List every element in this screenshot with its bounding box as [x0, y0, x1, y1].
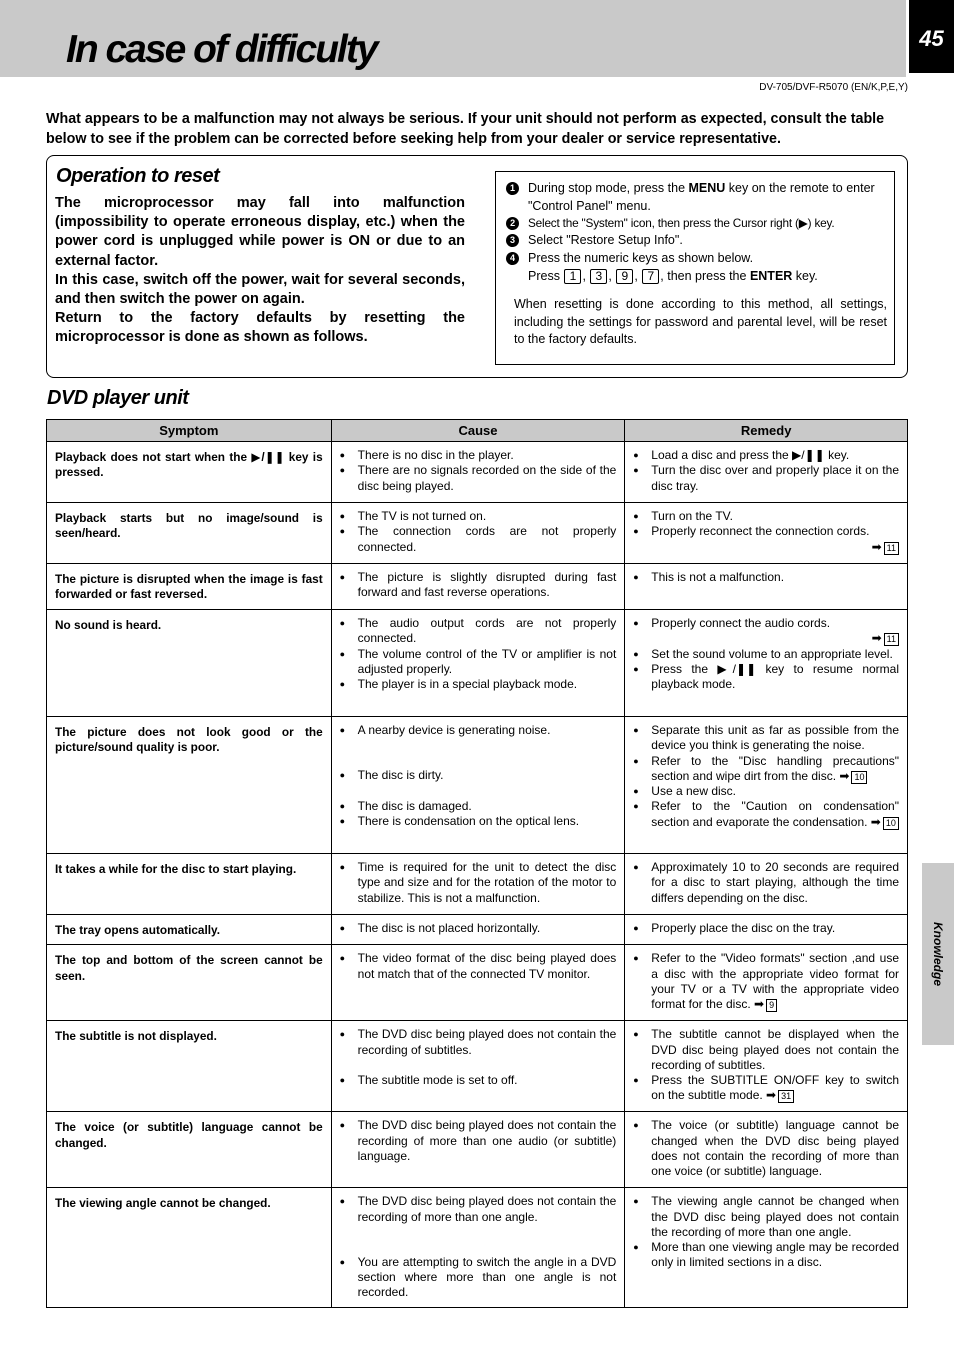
- remedy-cell: [625, 1112, 908, 1188]
- cause-item: ● The connection cords are not properly connected.: [340, 524, 617, 555]
- remedy-item: ● Separate this unit as far as possible from the device you think is generating the noise.: [633, 723, 899, 754]
- remedy-cell: [625, 854, 908, 915]
- symptom-cell: Playback does not start when the ▶/❚❚ key is pressed.: [47, 442, 332, 503]
- cause-cell: [331, 610, 625, 717]
- remedy-item: ● Press the ▶/❚❚ key to resume normal playback mode.: [633, 662, 899, 693]
- intro-text: What appears to be a malfunction may not always be serious. If your unit should not perform as expected, consult the table below to see if the problem can be corrected before seeking help from your dealer or service representative.: [46, 111, 885, 147]
- cause-item: ● Time is required for the unit to detect the disc type and size and for the rotation of the motor to stabilize. This is not a malfunction.: [340, 860, 617, 906]
- reset-step: 2 Select the "System" icon, then press the Cursor right (▶) key.: [506, 215, 888, 233]
- cause-item: ● The DVD disc being played does not contain the recording of more than one audio (or subtitle) language.: [340, 1118, 617, 1164]
- symptom-cell: The viewing angle cannot be changed.: [47, 1188, 332, 1307]
- cause-item: ● The subtitle mode is set to off.: [340, 1073, 617, 1088]
- remedy-item: ● Properly place the disc on the tray.: [633, 921, 899, 936]
- table-row: [47, 1021, 908, 1112]
- symptom-cell: The picture is disrupted when the image is fast forwarded or fast reversed.: [47, 564, 332, 610]
- remedy-cell: [625, 610, 908, 717]
- table-row: [47, 717, 908, 854]
- cause-item: ● There is no disc in the player.: [340, 448, 617, 463]
- section-title: DVD player unit: [47, 387, 189, 409]
- page-ref-icon: 10: [851, 771, 867, 784]
- numeric-key: 1: [564, 269, 581, 284]
- remedy-cell: [625, 717, 908, 854]
- reset-paragraph: In this case, switch off the power, wait for several seconds, and then switch the power on again.: [55, 271, 465, 308]
- remedy-item: ● Load a disc and press the ▶/❚❚ key.: [633, 448, 899, 463]
- symptom-cell: The picture does not look good or the picture/sound quality is poor.: [47, 717, 332, 854]
- numeric-key: 3: [590, 269, 607, 284]
- remedy-item: ● Properly connect the audio cords. ➡ 11: [633, 616, 899, 647]
- table-row: [47, 945, 908, 1021]
- remedy-cell: [625, 442, 908, 503]
- cause-item: ● The picture is slightly disrupted during fast forward and fast reverse operations.: [340, 570, 617, 601]
- table-row: [47, 503, 908, 564]
- page-ref-icon: 10: [883, 817, 899, 830]
- reset-panel: [46, 155, 908, 378]
- numeric-key: 9: [616, 269, 633, 284]
- cause-cell: [331, 1188, 625, 1307]
- key-label: MENU: [688, 181, 726, 195]
- cause-item: ● The DVD disc being played does not contain the recording of subtitles.: [340, 1027, 617, 1058]
- remedy-item: ● Refer to the "Disc handling precautions" section and wipe dirt from the disc. ➡ 10: [633, 754, 899, 785]
- table-row: [47, 610, 908, 717]
- numeric-key: 7: [642, 269, 659, 284]
- remedy-cell: [625, 945, 908, 1021]
- page-ref-icon: 9: [766, 999, 777, 1012]
- page-ref: ➡ 11: [651, 540, 899, 555]
- remedy-item: ● The viewing angle cannot be changed when the DVD disc being played does not contain the recording of more than one angle.: [633, 1194, 899, 1240]
- step-number-icon: 4: [506, 252, 519, 265]
- model-code: DV-705/DVF-R5070 (EN/K,P,E,Y): [759, 82, 908, 93]
- cause-item: ● The volume control of the TV or amplifier is not adjusted properly.: [340, 647, 617, 678]
- step-number-icon: 2: [506, 217, 519, 230]
- cause-cell: [331, 564, 625, 610]
- remedy-item: ● Set the sound volume to an appropriate level.: [633, 647, 899, 662]
- remedy-item: ● Properly reconnect the connection cords. ➡ 11: [633, 524, 899, 555]
- symptom-cell: The tray opens automatically.: [47, 915, 332, 945]
- symptom-cell: Playback starts but no image/sound is seen/heard.: [47, 503, 332, 564]
- cause-cell: [331, 1021, 625, 1112]
- step-number-icon: 1: [506, 182, 519, 195]
- column-header-remedy: Remedy: [625, 420, 908, 442]
- reset-step: 1 During stop mode, press the MENU key on the remote to enter "Control Panel" menu.: [506, 180, 888, 215]
- remedy-item: ● Turn the disc over and properly place it on the disc tray.: [633, 463, 899, 494]
- symptom-cell: The voice (or subtitle) language cannot be changed.: [47, 1112, 332, 1188]
- remedy-cell: [625, 915, 908, 945]
- remedy-item: ● Press the SUBTITLE ON/OFF key to switch on the subtitle mode. ➡ 31: [633, 1073, 899, 1104]
- page-ref-icon: 31: [778, 1090, 794, 1103]
- remedy-item: ● Approximately 10 to 20 seconds are required for a disc to start playing, although the time differs depending on the disc.: [633, 860, 899, 906]
- remedy-item: ● The subtitle cannot be displayed when the DVD disc being played does not contain the recording of subtitles.: [633, 1027, 899, 1073]
- remedy-cell: [625, 1021, 908, 1112]
- page-ref: ➡ 11: [651, 631, 899, 646]
- cause-cell: [331, 854, 625, 915]
- table-row: [47, 564, 908, 610]
- cause-item: ● You are attempting to switch the angle in a DVD section where more than one angle is not recorded.: [340, 1255, 617, 1301]
- reset-step: 3 Select "Restore Setup Info".: [506, 232, 888, 250]
- table-row: [47, 1112, 908, 1188]
- cause-item: ● The disc is not placed horizontally.: [340, 921, 617, 936]
- remedy-item: ● Use a new disc.: [633, 784, 899, 799]
- cause-cell: [331, 503, 625, 564]
- column-header-symptom: Symptom: [47, 420, 332, 442]
- symptom-cell: No sound is heard.: [47, 610, 332, 717]
- table-row: [47, 1188, 908, 1307]
- side-tab-label: Knowledge: [931, 921, 945, 987]
- cause-cell: [331, 442, 625, 503]
- remedy-item: ● The voice (or subtitle) language cannot be changed when the DVD disc being played does not contain the recording of more than one voice (or subtitle) language.: [633, 1118, 899, 1179]
- cause-item: ● A nearby device is generating noise.: [340, 723, 617, 738]
- symptom-cell: The top and bottom of the screen cannot be seen.: [47, 945, 332, 1021]
- cause-item: ● There is condensation on the optical lens.: [340, 814, 617, 829]
- remedy-cell: [625, 503, 908, 564]
- table-row: [47, 442, 908, 503]
- reset-paragraph: Return to the factory defaults by resetting the microprocessor is done as shown as follows.: [55, 310, 465, 346]
- remedy-item: ● This is not a malfunction.: [633, 570, 899, 585]
- troubleshooting-table: [46, 419, 908, 1308]
- page-ref-icon: 11: [884, 633, 899, 646]
- reset-paragraph: The microprocessor may fall into malfunction (impossibility to operate erroneous display, etc.) when the power cord is unplugged while power is ON or due to an external factor.: [55, 195, 465, 269]
- remedy-cell: [625, 1188, 908, 1307]
- cause-cell: [331, 915, 625, 945]
- side-tab: [922, 863, 954, 1045]
- page-number: 45: [909, 0, 954, 73]
- reset-title: Operation to reset: [56, 165, 220, 187]
- remedy-cell: [625, 564, 908, 610]
- column-header-cause: Cause: [331, 420, 625, 442]
- step-number-icon: 3: [506, 234, 519, 247]
- table-row: [47, 854, 908, 915]
- page-title: In case of difficulty: [66, 28, 377, 71]
- cause-item: ● There are no signals recorded on the side of the disc being played.: [340, 463, 617, 494]
- key-label: ENTER: [749, 268, 793, 283]
- cause-item: ● The DVD disc being played does not contain the recording of more than one angle.: [340, 1194, 617, 1225]
- cause-item: ● The player is in a special playback mode.: [340, 677, 617, 692]
- cause-cell: [331, 1112, 625, 1188]
- reset-note: When resetting is done according to this method, all settings, including the settings for password and parental level, will be reset to the factory defaults.: [514, 297, 887, 346]
- remedy-item: ● Turn on the TV.: [633, 509, 899, 524]
- remedy-item: ● More than one viewing angle may be recorded only in limited sections in a disc.: [633, 1240, 899, 1271]
- cause-item: ● The video format of the disc being played does not match that of the connected TV monitor.: [340, 951, 617, 982]
- table-row: [47, 915, 908, 945]
- cause-cell: [331, 945, 625, 1021]
- cause-cell: [331, 717, 625, 854]
- remedy-item: ● Refer to the "Caution on condensation" section and evaporate the condensation. ➡ 10: [633, 799, 899, 830]
- reset-description: [55, 194, 465, 348]
- remedy-item: ● Refer to the "Video formats" section ,and use a disc with the appropriate video format for your TV or a TV with the appropriate video format for the disc. ➡ 9: [633, 951, 899, 1012]
- page-ref-icon: 11: [884, 542, 899, 555]
- cause-item: ● The disc is damaged.: [340, 799, 617, 814]
- cause-item: ● The disc is dirty.: [340, 768, 617, 783]
- reset-steps-box: [495, 171, 895, 365]
- symptom-cell: The subtitle is not displayed.: [47, 1021, 332, 1112]
- reset-step: 4 Press the numeric keys as shown below. Press 1 , 3 , 9 , 7 , then press the ENTER key.: [506, 250, 888, 285]
- cause-item: ● The TV is not turned on.: [340, 509, 617, 524]
- symptom-cell: It takes a while for the disc to start playing.: [47, 854, 332, 915]
- cause-item: ● The audio output cords are not properly connected.: [340, 616, 617, 647]
